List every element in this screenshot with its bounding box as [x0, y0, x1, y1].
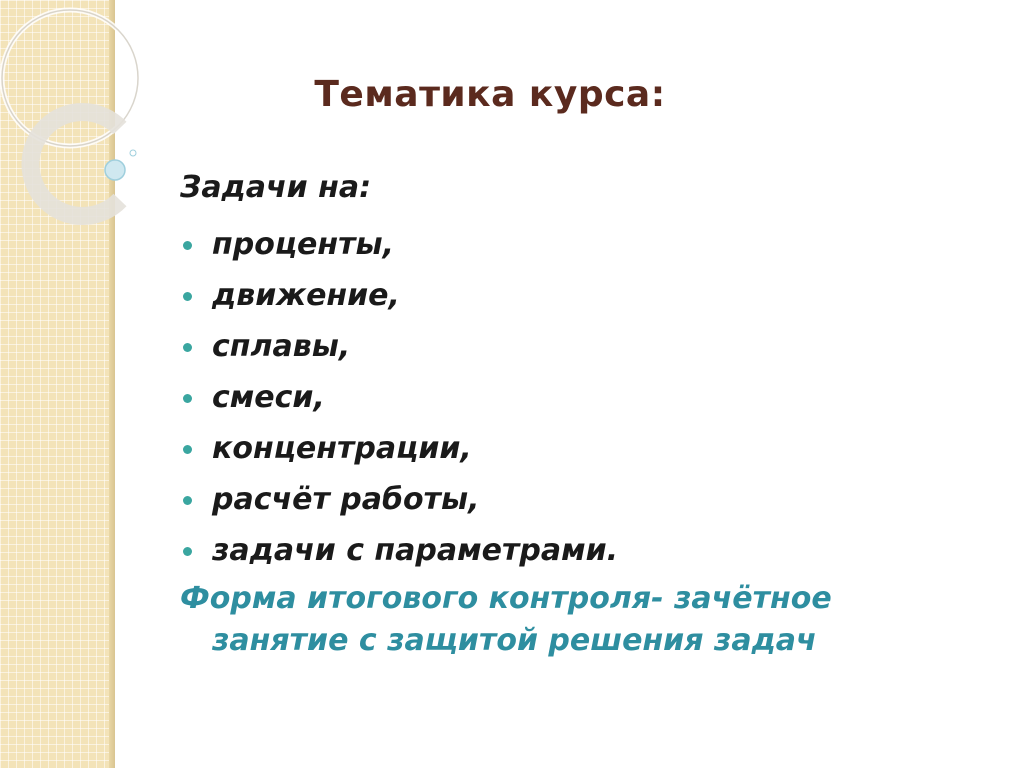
- slide-content: [180, 168, 980, 662]
- list-item-text: смеси,: [212, 380, 325, 415]
- list-item-text: движение,: [212, 278, 400, 313]
- list-item: [180, 423, 980, 474]
- list-item: [180, 525, 980, 576]
- list-item: [180, 372, 980, 423]
- bullet-icon: [183, 394, 192, 403]
- bullet-icon: [183, 496, 192, 505]
- list-item-text: сплавы,: [212, 329, 351, 364]
- list-item-text: концентрации,: [212, 431, 472, 466]
- final-control-text: Форма итогового контроля- зачётное занятие с защитой решения задач: [180, 581, 832, 658]
- bullet-icon: [183, 547, 192, 556]
- slide-title: Тематика курса:: [314, 74, 666, 115]
- side-strip-edge: [109, 0, 115, 768]
- list-item-text: проценты,: [212, 227, 395, 262]
- bullet-icon: [183, 445, 192, 454]
- list-item: [180, 219, 980, 270]
- bullet-icon: [183, 241, 192, 250]
- bullet-icon: [183, 292, 192, 301]
- list-item-text: задачи с параметрами.: [212, 533, 619, 568]
- list-item: [180, 321, 980, 372]
- list-item: [180, 474, 980, 525]
- tasks-intro: Задачи на:: [180, 170, 372, 205]
- bullet-icon: [183, 343, 192, 352]
- topics-list: [180, 219, 980, 576]
- decorative-side-strip: [0, 0, 113, 768]
- list-item-text: расчёт работы,: [212, 482, 480, 517]
- list-item: [180, 270, 980, 321]
